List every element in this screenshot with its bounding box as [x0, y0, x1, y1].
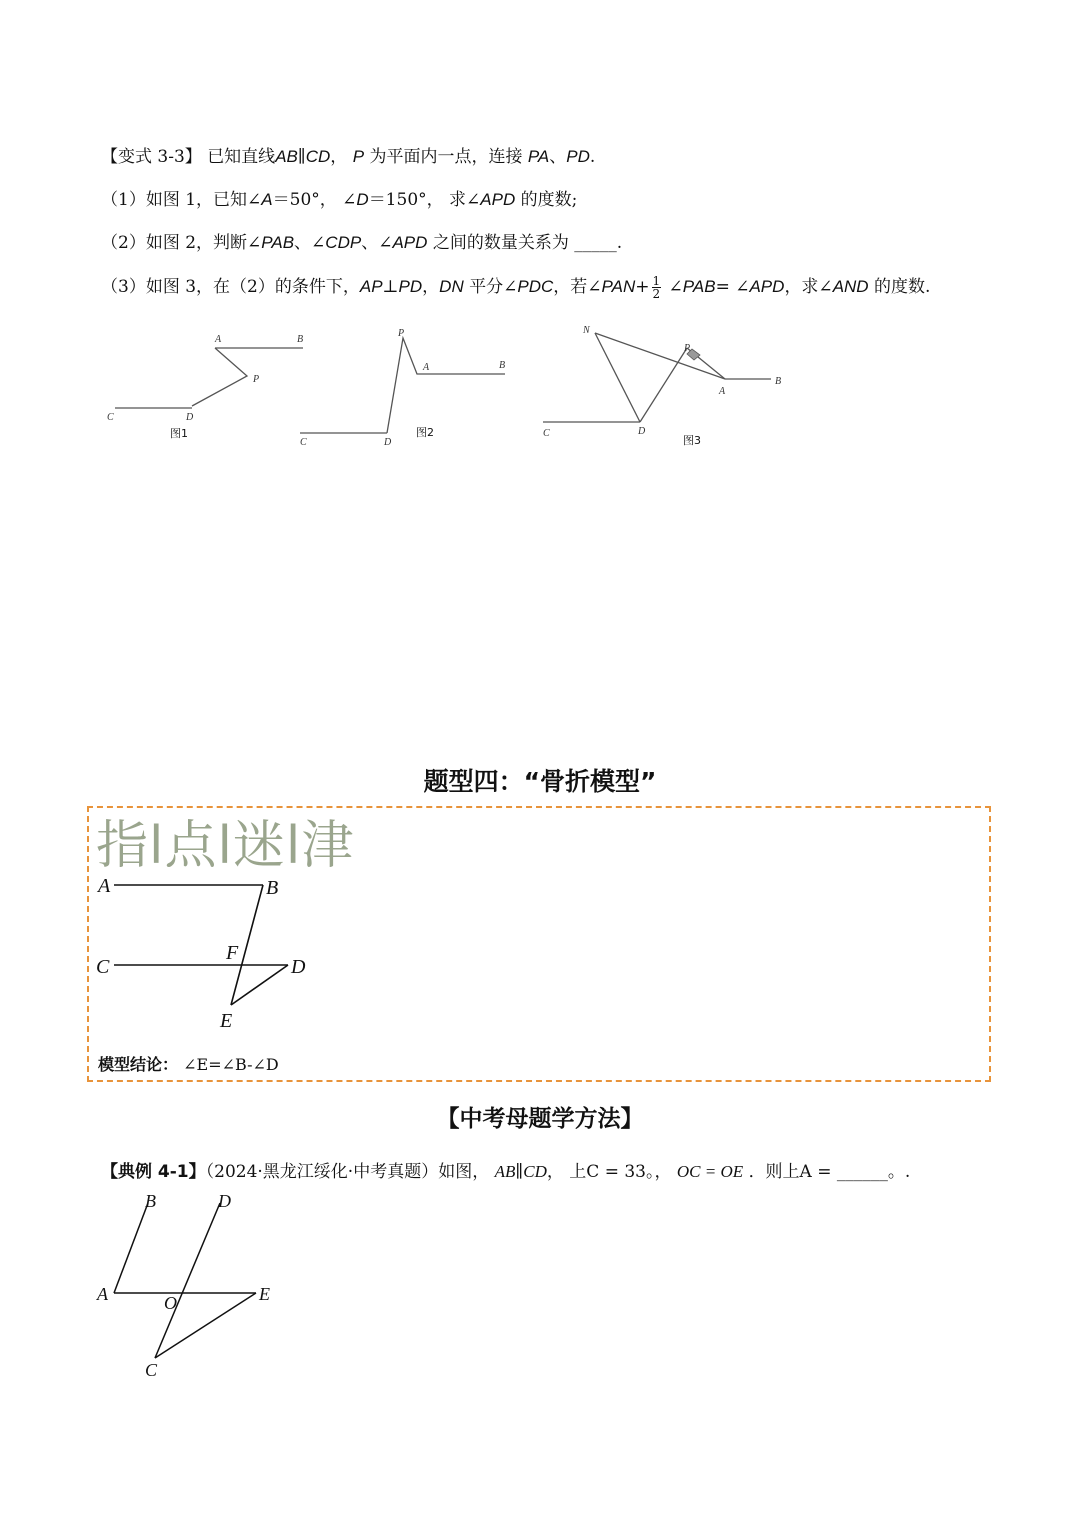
q1-angle-apd: APD	[480, 190, 516, 209]
fig1-label-p: P	[253, 374, 260, 385]
tip-label-b: B	[266, 877, 279, 899]
tip-heading: 指l点l迷l津	[96, 816, 355, 876]
fig3-label-d: D	[638, 426, 646, 437]
ex-label-c: C	[145, 1360, 158, 1380]
q2-angle-apd: APD	[392, 233, 428, 252]
variant-tag: 【变式 3-3】	[101, 147, 202, 167]
example-4-1	[101, 1157, 910, 1182]
conclusion-formula: ∠E=∠B-∠D	[183, 1055, 279, 1074]
seg-pd: PD	[566, 147, 590, 166]
fig2-label-d: D	[384, 437, 392, 448]
question-2	[101, 228, 622, 253]
conclusion-label: 模型结论：	[98, 1055, 179, 1074]
fraction-half	[652, 275, 662, 300]
fig1-label-d: D	[186, 412, 194, 423]
tip-model-figure	[90, 868, 330, 1034]
example-parallel: ∥	[515, 1162, 524, 1182]
q3-text-g: ，求∠	[784, 277, 833, 297]
q3-text-d: ，若∠	[553, 277, 602, 297]
ex-line-dc	[155, 1203, 220, 1358]
example-source: （2024·黑龙江绥化·中考真题）如图，	[205, 1162, 490, 1182]
q3-angle-pdc: PDC	[517, 277, 554, 296]
fig2-label-b: B	[499, 360, 506, 371]
q3-seg-ap: AP	[359, 277, 383, 296]
fig3-caption: 图3	[683, 434, 701, 447]
fig3-label-b: B	[775, 376, 782, 387]
example-answer-blank: ______	[836, 1162, 888, 1182]
fig3-label-n: N	[583, 325, 590, 336]
q2-angle-cdp: CDP	[325, 233, 362, 252]
tip-label-e: E	[220, 1010, 233, 1032]
q3-angle-symbol: ∠	[668, 277, 683, 297]
tip-conclusion	[98, 1052, 279, 1075]
ex-line-ba	[114, 1203, 148, 1293]
fig1-path-apd	[192, 348, 247, 406]
tip-label-a: A	[98, 875, 111, 897]
q2-text-e: .	[616, 233, 623, 253]
q2-angle-pab: PAB	[261, 233, 295, 252]
fig2-path-dpab	[387, 338, 505, 433]
q3-seg-pd: PD	[398, 277, 423, 296]
intro-end: .	[589, 147, 596, 167]
q1-text-b: ＝50°， ∠	[272, 190, 357, 210]
q3-seg-dn: DN	[439, 277, 464, 296]
seg-cd: CD	[305, 147, 331, 166]
example-comma: ，	[546, 1162, 564, 1182]
intro-text: 已知直线	[207, 147, 276, 167]
example-end: 。.	[887, 1162, 911, 1182]
ex-label-d: D	[218, 1191, 231, 1211]
q2-text-d: 之间的数量关系为	[432, 233, 569, 253]
fig3-line-dp	[640, 348, 687, 422]
q1-text-a: （1）如图 1，已知∠	[101, 190, 262, 210]
fig2-label-p: P	[398, 328, 405, 339]
section-title: 题型四：“骨折模型”	[423, 767, 657, 796]
example-oc-oe: OC = OE	[676, 1162, 744, 1181]
example-seg-ab: AB	[494, 1162, 516, 1181]
tip-label-d: D	[291, 956, 306, 978]
question-3	[101, 272, 930, 300]
intro-text-2: 为平面内一点，连接	[369, 147, 523, 167]
fig1-caption: 图1	[170, 427, 188, 440]
q2-answer-blank: _____	[574, 233, 617, 253]
ex-label-b: B	[145, 1191, 156, 1211]
fig3-label-c: C	[543, 428, 550, 439]
tip-label-c: C	[96, 956, 110, 978]
q3-text-c: 平分∠	[469, 277, 518, 297]
perp-symbol: ⊥	[382, 277, 399, 297]
q1-text-c: ＝150°， 求∠	[368, 190, 481, 210]
example-comma-2: ，	[654, 1162, 672, 1182]
example-figure	[90, 1188, 290, 1383]
intro-sep: 、	[549, 147, 567, 167]
question-1	[101, 185, 577, 210]
variant-figures	[95, 318, 815, 458]
q3-angle-and: AND	[832, 277, 869, 296]
q1-text-d: 的度数;	[520, 190, 578, 210]
ex-label-e: E	[259, 1284, 270, 1304]
ex-label-a: A	[97, 1284, 108, 1304]
point-p: P	[352, 147, 365, 166]
q3-text-a: （3）如图 3，在（2）的条件下，	[101, 277, 360, 297]
method-title: 【中考母题学方法】	[436, 1106, 644, 1132]
q2-text-c: 、∠	[361, 233, 393, 253]
fraction-numerator: 1	[652, 274, 661, 288]
plus-symbol: +	[635, 277, 650, 297]
ex-label-o: O	[164, 1293, 177, 1313]
q3-text-b: ，	[422, 277, 440, 297]
equals-symbol: =	[715, 277, 730, 297]
fig1-label-c: C	[107, 412, 114, 423]
example-tag: 【典例 4-1】	[101, 1162, 206, 1182]
example-seg-cd: CD	[523, 1162, 547, 1181]
fig1-label-a: A	[215, 334, 222, 345]
parallel-symbol: ∥	[297, 147, 306, 167]
q2-text-a: （2）如图 2，判断∠	[101, 233, 262, 253]
q3-angle-pan: PAN	[601, 277, 636, 296]
q1-angle-d: D	[356, 190, 369, 209]
q1-angle-a: A	[261, 190, 273, 209]
example-angle-c: 上C = 33。	[569, 1162, 655, 1182]
q3-angle-pab: PAB	[682, 277, 716, 296]
tip-label-f: F	[226, 942, 239, 964]
seg-ab: AB	[275, 147, 298, 166]
q3-angle-apd: APD	[749, 277, 785, 296]
fig3-label-p: P	[684, 343, 691, 354]
q2-text-b: 、∠	[294, 233, 326, 253]
fig2-label-c: C	[300, 437, 307, 448]
fraction-denominator: 2	[652, 287, 661, 301]
variant-intro	[101, 142, 595, 167]
intro-comma: ，	[330, 147, 348, 167]
q3-text-h: 的度数.	[874, 277, 931, 297]
seg-pa: PA	[527, 147, 550, 166]
q3-angle-symbol-2: ∠	[735, 277, 750, 297]
fig3-label-a: A	[719, 386, 726, 397]
example-then: ．则上A =	[748, 1162, 832, 1182]
fig2-caption: 图2	[416, 426, 434, 439]
fig1-label-b: B	[297, 334, 304, 345]
fig2-label-a: A	[423, 362, 430, 373]
